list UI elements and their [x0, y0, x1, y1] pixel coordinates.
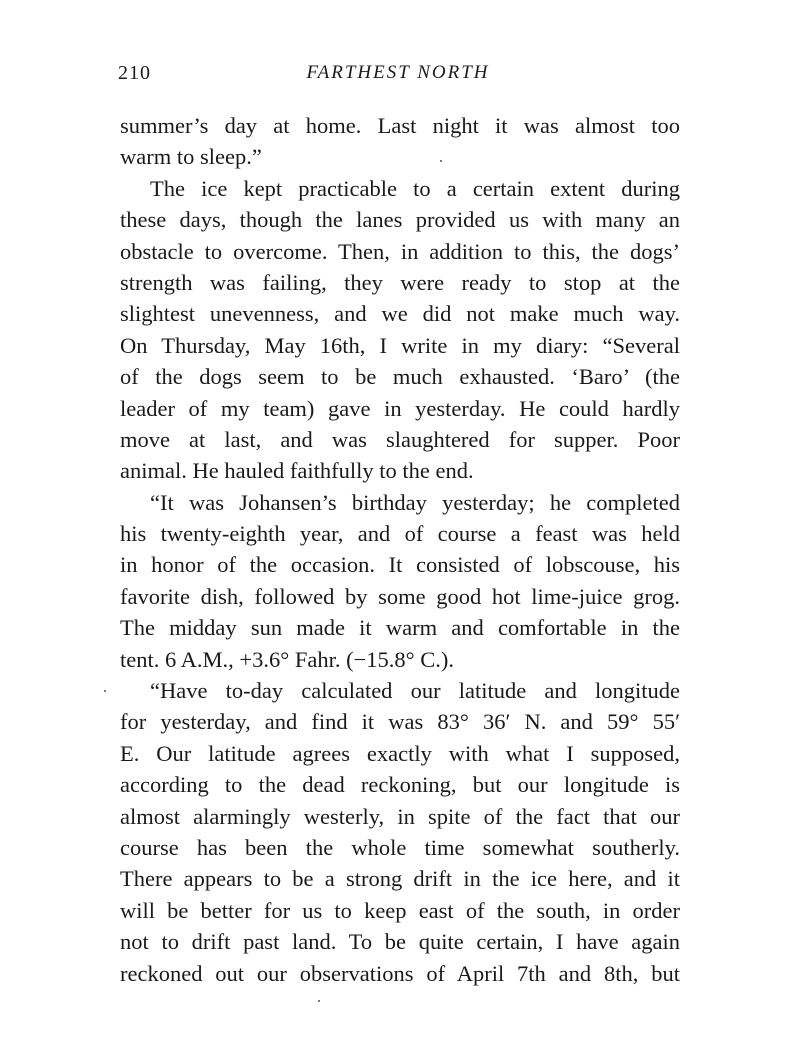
text-line: E. Our latitude agrees exactly with what I supposed,	[120, 740, 680, 766]
text-line: The ice kept practicable to a certain extent during	[150, 175, 680, 201]
text-line: in honor of the occasion. It consisted of lobscouse, his	[120, 552, 680, 578]
text-line: these days, though the lanes provided us with many an	[120, 207, 680, 233]
page-number: 210	[118, 62, 151, 84]
text-line: warm to sleep.”	[120, 144, 262, 170]
paper-speck	[318, 1000, 320, 1002]
text-line: will be better for us to keep east of the south, in order	[120, 897, 680, 923]
text-line: according to the dead reckoning, but our longitude is	[120, 772, 680, 798]
text-line: slightest unevenness, and we did not make much way.	[120, 301, 680, 327]
text-line: There appears to be a strong drift in the ice here, and it	[120, 866, 680, 892]
text-line: not to drift past land. To be quite certain, I have again	[120, 929, 680, 955]
paper-speck	[440, 160, 442, 162]
text-line: move at last, and was slaughtered for supper. Poor	[120, 426, 680, 452]
text-line: The midday sun made it warm and comfortable in the	[120, 615, 680, 641]
body-text	[120, 110, 680, 989]
text-line: animal. He hauled faithfully to the end.	[120, 458, 474, 484]
text-line: leader of my team) gave in yesterday. He could hardly	[120, 395, 680, 421]
text-line: On Thursday, May 16th, I write in my diary: “Several	[120, 332, 680, 358]
text-line: obstacle to overcome. Then, in addition to this, the dogs’	[120, 238, 680, 264]
text-line: for yesterday, and find it was 83° 36′ N. and 59° 55′	[120, 709, 680, 735]
paper-speck	[104, 690, 106, 692]
text-line: course has been the whole time somewhat southerly.	[120, 834, 680, 860]
page-header	[118, 62, 678, 92]
running-title: FARTHEST NORTH	[306, 62, 490, 83]
text-line: his twenty-eighth year, and of course a feast was held	[120, 521, 680, 547]
text-line: “It was Johansen’s birthday yesterday; he completed	[150, 489, 680, 515]
text-line: tent. 6 A.M., +3.6° Fahr. (−15.8° C.).	[120, 646, 454, 672]
text-line: strength was failing, they were ready to stop at the	[120, 269, 680, 295]
text-line: reckoned out our observations of April 7th and 8th, but	[120, 960, 680, 986]
text-line: of the dogs seem to be much exhausted. ‘Baro’ (the	[120, 364, 680, 390]
text-line: favorite dish, followed by some good hot lime-juice grog.	[120, 583, 680, 609]
text-line: summer’s day at home. Last night it was almost too	[120, 113, 680, 138]
text-line: “Have to-day calculated our latitude and longitude	[150, 678, 680, 704]
text-line: almost alarmingly westerly, in spite of the fact that our	[120, 803, 680, 829]
